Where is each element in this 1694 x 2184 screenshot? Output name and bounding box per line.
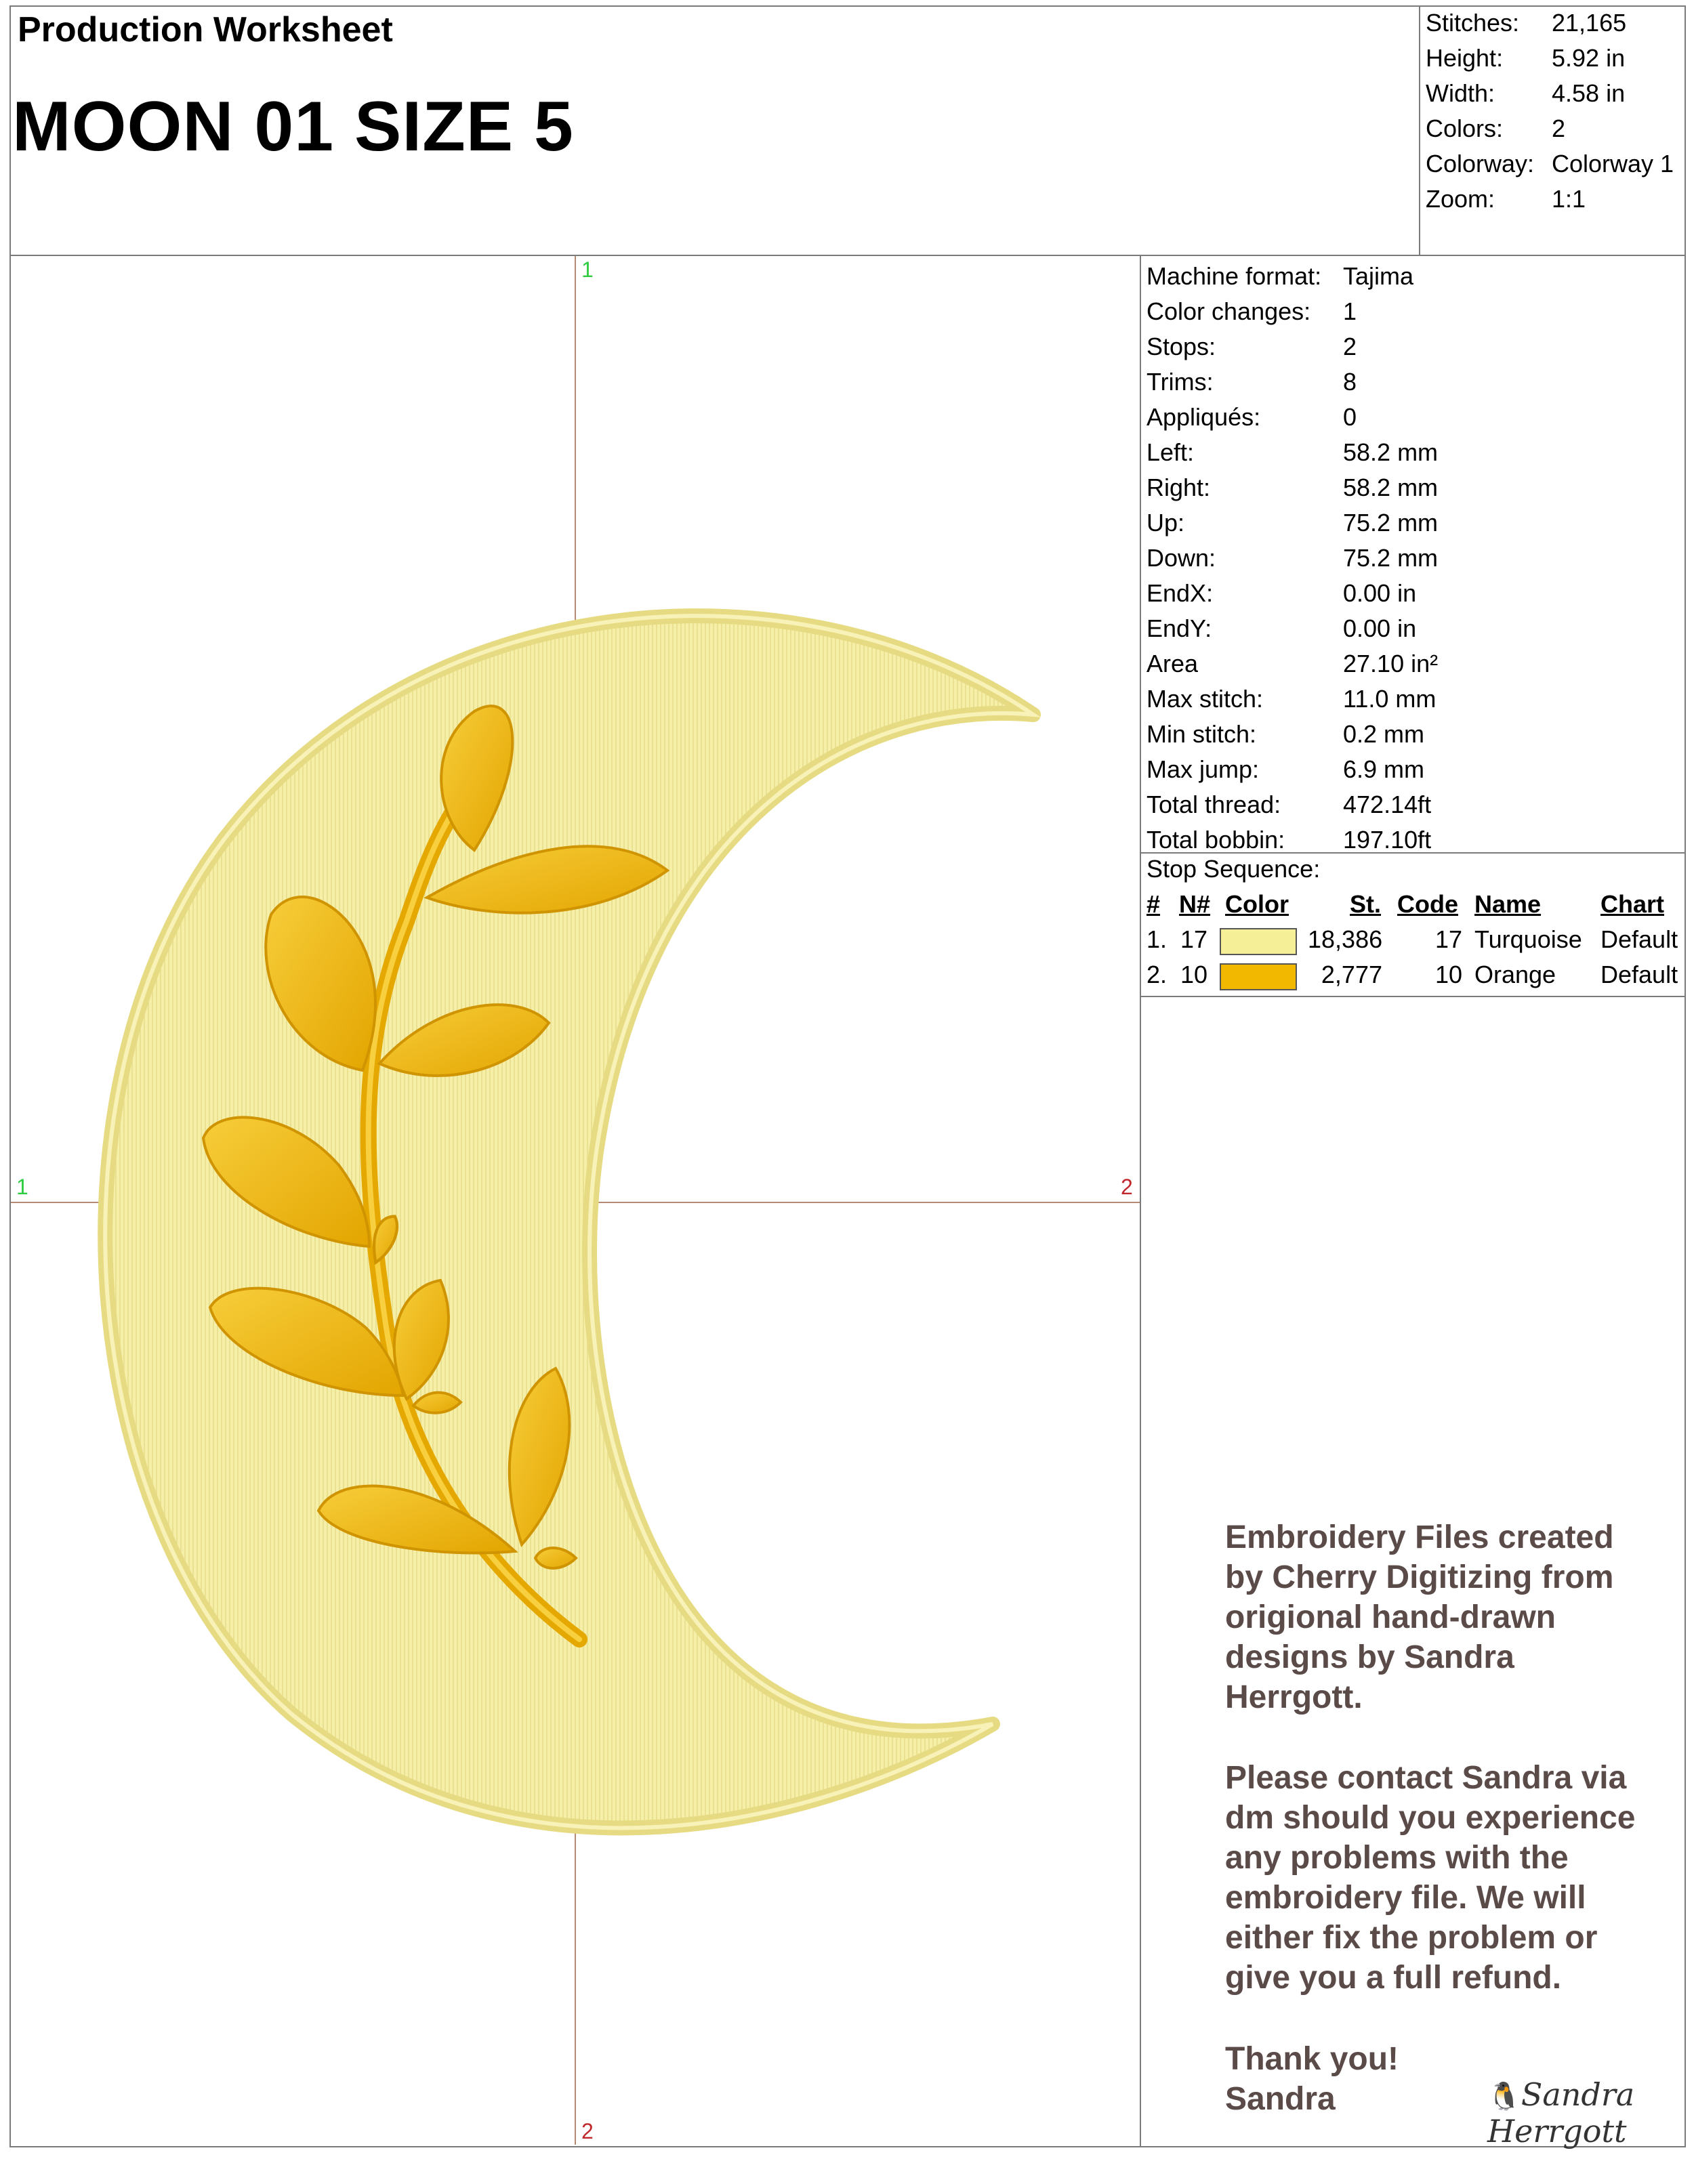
note-line: by Cherry Digitizing from <box>1225 1559 1614 1595</box>
seq-cell-st: 2,777 <box>1321 961 1382 988</box>
moon-shape <box>105 616 1033 1828</box>
note-line: embroidery file. We will <box>1225 1880 1586 1916</box>
col-header-color: Color <box>1225 890 1289 918</box>
seq-cell-n: 17 <box>1180 925 1208 953</box>
detail-label: Color changes: <box>1146 297 1311 325</box>
detail-value: 8 <box>1343 368 1357 396</box>
crosshair-label-right: 2 <box>1121 1175 1133 1199</box>
note-line: give you a full refund. <box>1225 1960 1562 1996</box>
design-name: MOON 01 SIZE 5 <box>12 87 574 166</box>
note-line: Embroidery Files created <box>1225 1519 1614 1555</box>
col-header-name: Name <box>1474 890 1542 918</box>
summary-value: 5.92 in <box>1552 44 1626 72</box>
summary-value: 4.58 in <box>1552 79 1626 107</box>
col-header-num: # <box>1146 890 1161 918</box>
summary-value: 1:1 <box>1552 185 1586 213</box>
detail-value: 75.2 mm <box>1343 509 1439 537</box>
info-panel-border <box>1140 255 1141 2146</box>
summary-label: Height: <box>1426 44 1504 72</box>
note-line: Herrgott. <box>1225 1679 1363 1715</box>
stop-sequence-title: Stop Sequence: <box>1146 855 1321 883</box>
col-header-code: Code <box>1397 890 1458 918</box>
detail-value: 472.14ft <box>1343 791 1432 818</box>
detail-value: 0 <box>1343 403 1357 431</box>
seq-cell-name: Orange <box>1474 961 1556 988</box>
detail-value: 27.10 in² <box>1343 650 1439 677</box>
detail-label: Right: <box>1146 474 1211 501</box>
detail-label: Max stitch: <box>1146 685 1264 713</box>
detail-value: 6.9 mm <box>1343 755 1425 783</box>
detail-value: 75.2 mm <box>1343 544 1439 572</box>
detail-label: Left: <box>1146 438 1195 466</box>
seq-cell-st: 18,386 <box>1308 925 1383 953</box>
worksheet-title: Production Worksheet <box>18 10 393 49</box>
detail-label: Total bobbin: <box>1146 826 1285 854</box>
detail-value: 2 <box>1343 333 1357 360</box>
seq-cell-num: 1. <box>1146 925 1168 953</box>
note-line: Sandra <box>1225 2081 1336 2117</box>
detail-value: 197.10ft <box>1343 826 1432 854</box>
summary-label: Colors: <box>1426 114 1504 142</box>
note-line: Thank you! <box>1225 2041 1399 2077</box>
crosshair-label-left: 1 <box>16 1175 28 1199</box>
seq-cell-name: Turquoise <box>1474 925 1582 953</box>
detail-value: 58.2 mm <box>1343 474 1439 501</box>
seq-cell-chart: Default <box>1600 925 1678 953</box>
summary-label: Colorway: <box>1426 150 1535 177</box>
col-header-chart: Chart <box>1600 890 1665 918</box>
detail-label: Min stitch: <box>1146 720 1257 748</box>
note-line: any problems with the <box>1225 1840 1569 1876</box>
summary-value: 2 <box>1552 114 1566 142</box>
signature-logo <box>1487 2076 1694 2149</box>
summary-value: Colorway 1 <box>1552 150 1674 177</box>
crosshair-label-top: 1 <box>581 257 594 282</box>
detail-value: Tajima <box>1343 262 1414 290</box>
detail-label: EndX: <box>1146 579 1214 607</box>
detail-label: Max jump: <box>1146 755 1260 783</box>
note-line: designs by Sandra <box>1225 1639 1514 1675</box>
note-line: Please contact Sandra via <box>1225 1760 1627 1796</box>
summary-label: Width: <box>1426 79 1495 107</box>
note-line: either fix the problem or <box>1225 1920 1598 1956</box>
detail-label: Total thread: <box>1146 791 1281 818</box>
sequence-divider <box>1140 996 1685 997</box>
summary-box-border <box>1419 5 1420 256</box>
seq-cell-chart: Default <box>1600 961 1678 988</box>
summary-value: 21,165 <box>1552 9 1627 37</box>
detail-label: Up: <box>1146 509 1185 537</box>
col-header-st: St. <box>1350 890 1382 918</box>
detail-label: Area <box>1146 650 1199 677</box>
col-header-n: N# <box>1179 890 1211 918</box>
summary-label: Zoom: <box>1426 185 1495 213</box>
detail-value: 1 <box>1343 297 1357 325</box>
detail-label: Trims: <box>1146 368 1214 396</box>
signature-text: Sandra Herrgott <box>1487 2076 1635 2149</box>
detail-label: EndY: <box>1146 614 1212 642</box>
note-line: dm should you experience <box>1225 1800 1636 1836</box>
detail-value: 0.00 in <box>1343 614 1417 642</box>
detail-label: Stops: <box>1146 333 1216 360</box>
note-line: origional hand-drawn <box>1225 1599 1556 1635</box>
detail-label: Down: <box>1146 544 1216 572</box>
detail-value: 0.00 in <box>1343 579 1417 607</box>
detail-value: 11.0 mm <box>1343 685 1437 713</box>
color-swatch <box>1220 963 1297 990</box>
seq-cell-n: 10 <box>1180 961 1208 988</box>
detail-label: Machine format: <box>1146 262 1322 290</box>
detail-value: 58.2 mm <box>1343 438 1439 466</box>
detail-value: 0.2 mm <box>1343 720 1425 748</box>
summary-label: Stitches: <box>1426 9 1520 37</box>
seq-cell-num: 2. <box>1146 961 1168 988</box>
seq-cell-code: 17 <box>1434 925 1462 953</box>
color-swatch <box>1220 928 1297 955</box>
crosshair-label-bottom: 2 <box>581 2119 594 2143</box>
penguin-icon: 🐧 <box>1487 2081 1521 2112</box>
seq-cell-code: 10 <box>1434 961 1462 988</box>
detail-label: Appliqués: <box>1146 403 1261 431</box>
